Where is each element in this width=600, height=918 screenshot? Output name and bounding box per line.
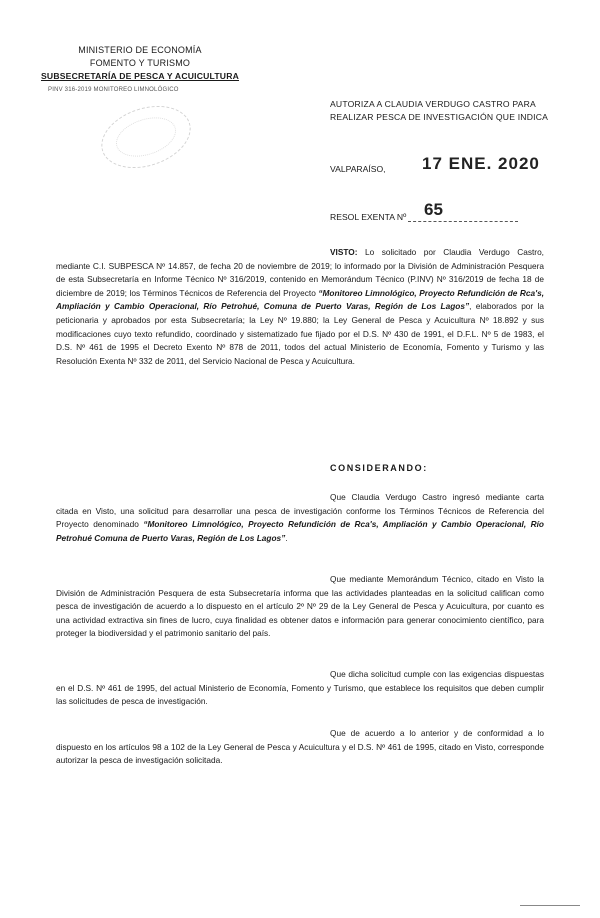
place-date-line: [330, 150, 570, 180]
visto-text-1: Lo solicitado por Claudia Verdugo Castro, mediante C.I. SUBPESCA Nº 14.857, de fecha 20 de noviembre de 2019; lo informado por la División de Administración Pesquera de esta Subsecretaría en Informe Técnico Nº 316/2019, contenido en Memorándum Técnico (P.INV) Nº 316/2019 de fecha 18 de diciembre de 2019; los Términos Técnicos de Referencia del Proyecto: [56, 247, 544, 298]
considerando-paragraph-1: [56, 491, 544, 545]
visto-paragraph: [56, 246, 544, 368]
considerando-1-text: Que Claudia Verdugo Castro ingresó mediante carta citada en Visto, una solicitud para desarrollar una pesca de investigación conforme los Términos Técnicos de Referencia del Proyecto denominado: [56, 492, 544, 530]
resolution-subject: AUTORIZA A CLAUDIA VERDUGO CASTRO PARA REALIZAR PESCA DE INVESTIGACIÓN QUE INDICA: [330, 99, 549, 122]
office-stamp-seal: [93, 95, 198, 179]
considerando-1-end: .: [285, 532, 288, 543]
page-footer-mark: [520, 905, 580, 906]
considerando-paragraph-3: Que dicha solicitud cumple con las exigencias dispuestas en el D.S. Nº 461 de 1995, del actual Ministerio de Economía, Fomento y Turismo, que establece los requisitos que deben cumplir las solicitudes de pesca de investigación.: [56, 669, 544, 707]
considerando-1-project-title: “Monitoreo Limnológico, Proyecto Refundición de Rca's, Ampliación y Cambio Operacional, Río Petrohué Comuna de Puerto Varas, Región de Los Lagos”: [56, 519, 544, 543]
ministry-name-line2: FOMENTO Y TURISMO: [89, 58, 191, 68]
resolution-blank-line: [408, 221, 518, 222]
subsecretaria-name: SUBSECRETARÍA DE PESCA Y ACUICULTURA: [40, 71, 240, 81]
visto-label: VISTO:: [330, 247, 358, 257]
considerando-paragraph-2: Que mediante Memorándum Técnico, citado en Visto la División de Administración Pesquera de esta Subsecretaría informa que las actividades planteadas en la solicitud califican como pesca de investigación de acuerdo a lo dispuesto en el artículo 2º Nº 29 de la Ley General de Pesca y Acuicultura, por cuanto es una actividad extractiva sin fines de lucro, cuya finalidad es obtener datos e información para generar conocimiento científico, para proteger la biodiversidad y el patrimonio sanitario del país.: [56, 574, 544, 639]
resolution-label: RESOL EXENTA Nº: [330, 212, 407, 222]
visto-project-title: “Monitoreo Limnológico, Proyecto Refundición de Rca's, Ampliación y Cambio Operacional, Río Petrohué, Comuna de Puerto Varas, Región de Los Lagos”: [56, 287, 545, 312]
place-label: VALPARAÍSO,: [330, 164, 386, 174]
ministry-name: MINISTERIO DE ECONOMÍA: [78, 45, 202, 55]
file-reference: PINV 316-2019 MONITOREO LIMNOLÓGICO: [48, 87, 179, 93]
resolution-number-line: [330, 200, 570, 226]
considerando-paragraph-4: Que de acuerdo a lo anterior y de conformidad a lo dispuesto en los artículos 98 a 102 de la Ley General de Pesca y Acuicultura y el D.S. Nº 461 de 1995, citado en Visto, corresponde autorizar la pesca de investigación solicitada.: [56, 728, 544, 766]
date-stamp: 17 ENE. 2020: [422, 154, 540, 173]
considerando-heading: CONSIDERANDO:: [330, 463, 428, 473]
visto-text-2: , elaborados por la peticionaria y aprobados por esta Subsecretaría; la Ley Nº 19.880; la Ley General de Pesca y Acuicultura Nº 18.892 y sus modificaciones cuyo texto refundido, coordinado y sistematizado fue fijado por el D.S. Nº 430 de 1991, el D.F.L. Nº 5 de 1983, el D.S. Nº 461 de 1995 el Decreto Exento Nº 878 de 2011, todos del actual Ministerio de Economía, Fomento y Turismo y las Resolución Exenta Nº 332 de 2011, del Servicio Nacional de Pesca y Acuicultura.: [56, 301, 544, 366]
resolution-number: 65: [424, 200, 443, 219]
